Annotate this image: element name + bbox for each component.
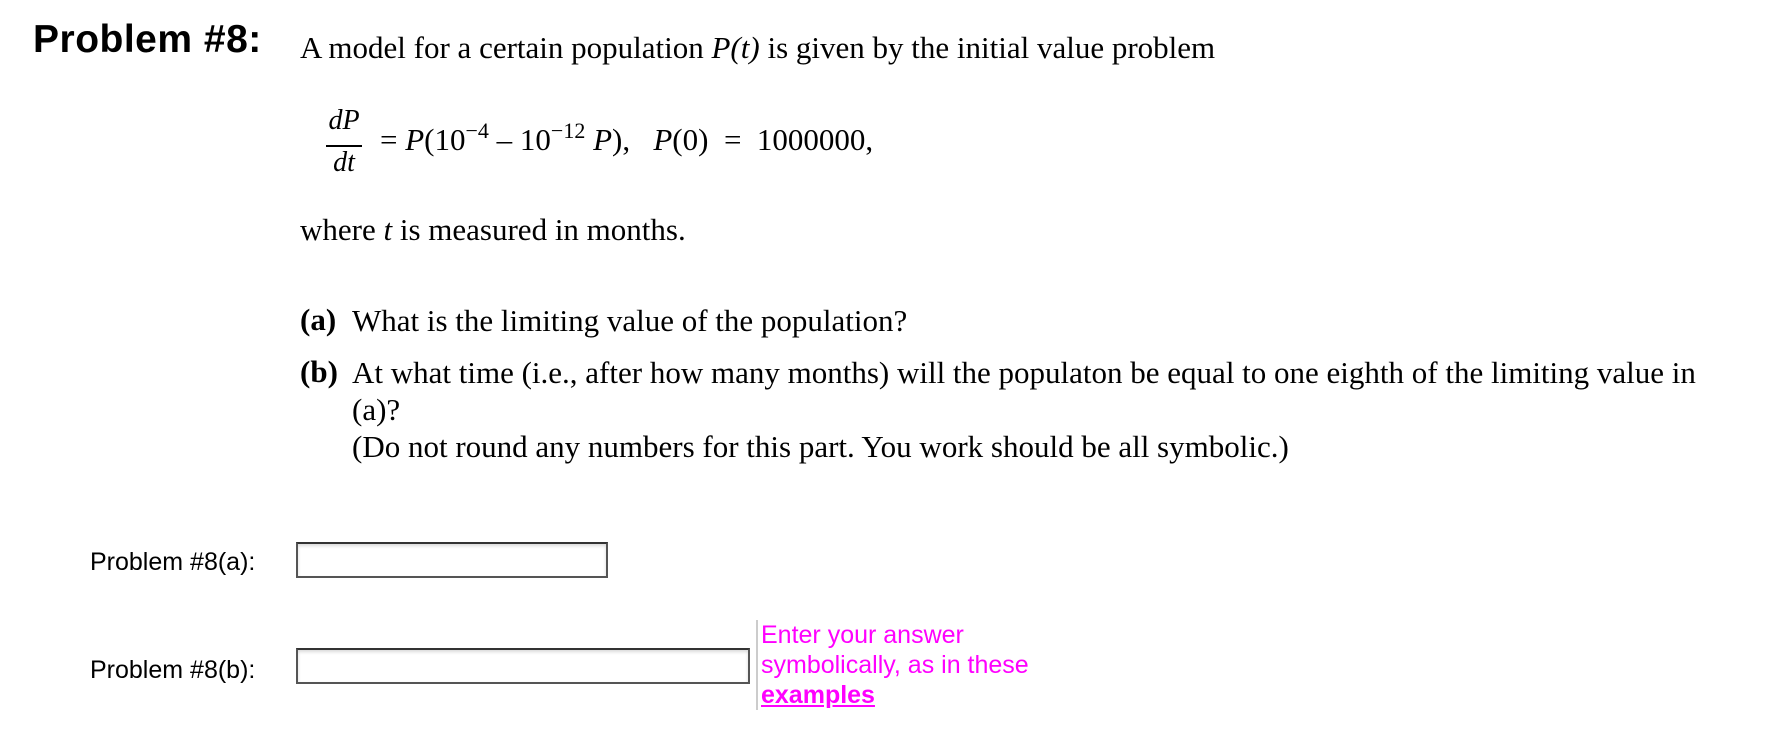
part-b-text [352, 354, 1788, 465]
fraction-denominator: dt [333, 147, 355, 178]
part-b-line-3: (Do not round any numbers for this part. You work should be all symbolic.) [352, 429, 1289, 464]
fraction-numerator: dP [328, 105, 360, 136]
part-b-line-2: (a)? [352, 392, 401, 427]
initial-condition: (0) = 1000000, [672, 122, 874, 157]
part-b-label: (b) [300, 354, 338, 389]
answer-a-label: Problem #8(a): [90, 548, 256, 576]
intro-prefix: A model for a certain population [300, 30, 712, 65]
eq-term-2: – 10 [488, 122, 551, 157]
problem-intro [300, 30, 1215, 66]
exponent-1: −4 [465, 118, 489, 143]
intro-suffix: is given by the initial value problem [759, 30, 1216, 65]
where-prefix: where [300, 212, 384, 247]
answer-b-label: Problem #8(b): [90, 656, 256, 684]
examples-link[interactable]: examples [761, 681, 875, 709]
eq-term-1: (10 [424, 122, 466, 157]
part-a-label: (a) [300, 302, 337, 337]
eq-close: ), [612, 122, 631, 157]
part-a-text: What is the limiting value of the population? [352, 303, 908, 338]
eq-var-p-2: P [593, 122, 613, 157]
hint-line-1: Enter your answer [761, 621, 964, 649]
equation-rhs [380, 118, 874, 158]
equals-sign: = [380, 122, 406, 157]
answer-hint [756, 620, 1029, 710]
intro-function: P(t) [711, 30, 760, 65]
where-suffix: is measured in months. [392, 212, 686, 247]
part-b-line-1: At what time (i.e., after how many months) will the populaton be equal to one eighth of the limiting value in [352, 355, 1696, 390]
eq-var-p: P [405, 122, 425, 157]
exponent-2: −12 [550, 118, 586, 143]
answer-b-input[interactable] [296, 648, 750, 684]
hint-line-2: symbolically, as in these [761, 651, 1029, 679]
ic-var-p: P [653, 122, 673, 157]
answer-a-input[interactable] [296, 542, 608, 578]
eq-space [585, 122, 593, 157]
where-clause [300, 212, 686, 248]
problem-heading: Problem #8: [33, 18, 262, 61]
where-variable: t [383, 212, 393, 247]
